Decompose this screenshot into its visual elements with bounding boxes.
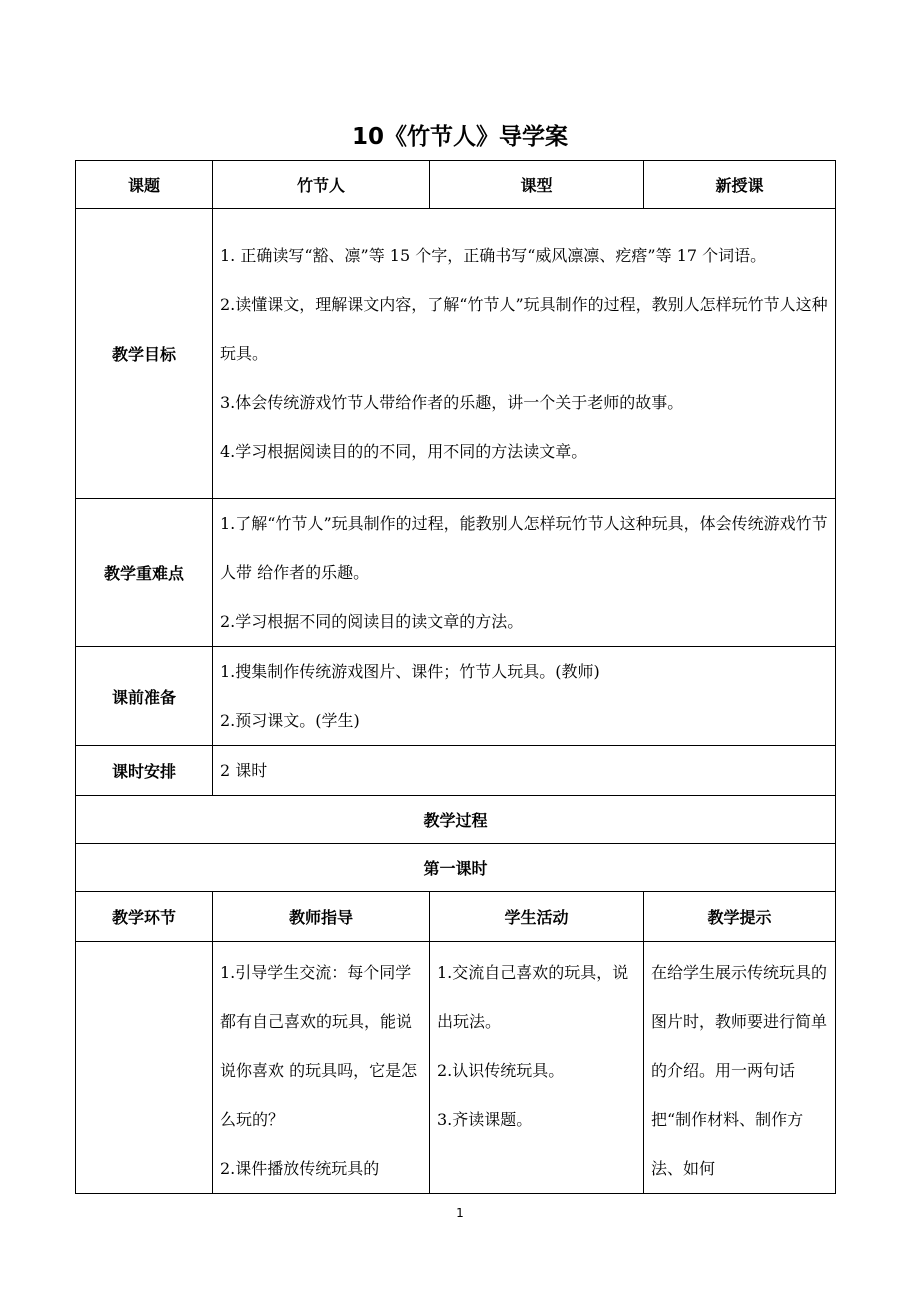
page-number: 1 [456,1206,464,1220]
lesson-heading-row [76,844,836,892]
page-title: 10《竹节人》导学案 [351,124,568,150]
schedule-value: 2 课时 [213,746,836,796]
teaching-tip-text: 在给学生展示传统玩具的图片时，教师要进行简单的介绍。用一两句话把“制作材料、制作方法、如何 [651,963,828,1178]
student-activity-item: 2.认识传统玩具。 [437,1061,565,1080]
objective-item: 2.读懂课文，理解课文内容，了解“竹节人”玩具制作的过程，教别人怎样玩竹节人这种玩具。 [220,295,828,363]
process-row [76,942,836,1194]
preparation-label: 课前准备 [76,647,213,746]
student-activity-item: 1.交流自己喜欢的玩具，说出玩法。 [437,963,629,1031]
topic-value: 竹节人 [213,161,430,209]
column-header-tips: 教学提示 [644,892,836,942]
preparation-content [213,647,836,746]
objectives-content [213,209,836,499]
teaching-tips-cell [644,942,836,1194]
column-header-stage: 教学环节 [76,892,213,942]
teacher-guidance-item: 1.引导学生交流：每个同学都有自己喜欢的玩具，能说说你喜欢 的玩具吗，它是怎么玩的？ [220,963,418,1129]
key-points-content [213,499,836,647]
lesson-heading: 第一课时 [76,844,836,892]
key-point-item: 2.学习根据不同的阅读目的读文章的方法。 [220,612,524,631]
key-points-row [76,499,836,647]
objective-item: 1. 正确读写“豁、凛”等 15 个字，正确书写“威风凛凛、疙瘩”等 17 个词语。 [220,246,767,265]
topic-row [76,161,836,209]
schedule-row [76,746,836,796]
stage-cell [76,942,213,1194]
column-header-student: 学生活动 [430,892,644,942]
process-columns-row [76,892,836,942]
column-header-teacher: 教师指导 [213,892,430,942]
schedule-label: 课时安排 [76,746,213,796]
teacher-guidance-cell [213,942,430,1194]
type-value: 新授课 [644,161,836,209]
objectives-row [76,209,836,499]
preparation-item: 2.预习课文。(学生) [220,711,360,730]
objective-item: 4.学习根据阅读目的的不同，用不同的方法读文章。 [220,442,588,461]
objective-item: 3.体会传统游戏竹节人带给作者的乐趣，讲一个关于老师的故事。 [220,393,684,412]
student-activity-item: 3.齐读课题。 [437,1110,533,1129]
process-heading: 教学过程 [76,796,836,844]
process-heading-row [76,796,836,844]
key-point-item: 1.了解“竹节人”玩具制作的过程，能教别人怎样玩竹节人这种玩具，体会传统游戏竹节人带 给作者的乐趣。 [220,514,828,582]
objectives-label: 教学目标 [76,209,213,499]
preparation-item: 1.搜集制作传统游戏图片、课件；竹节人玩具。(教师) [220,662,600,681]
preparation-row [76,647,836,746]
topic-label: 课题 [76,161,213,209]
teacher-guidance-item: 2.课件播放传统玩具的 [220,1159,380,1178]
type-label: 课型 [430,161,644,209]
key-points-label: 教学重难点 [76,499,213,647]
student-activity-cell [430,942,644,1194]
lesson-plan-table [75,160,836,1194]
